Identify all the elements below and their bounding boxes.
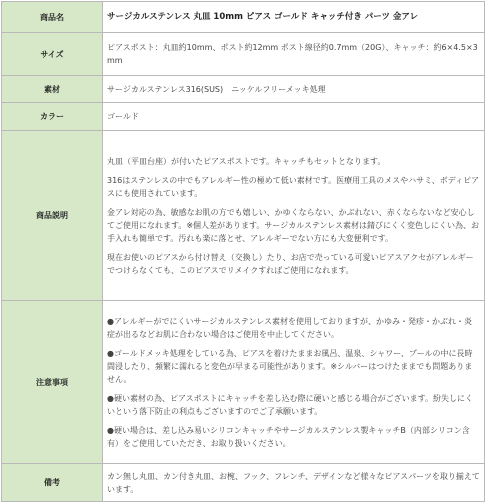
notes-paragraph: ●ゴールドメッキ処理をしている為、ピアスを着けたままお風呂、温泉、シャワー、プールの中に長時間浸したり、頻繁に濡れると変色が早まる可能性があります。※シルバーはつけたままでも問題ありません。 bbox=[107, 348, 473, 384]
product-spec-table bbox=[1, 1, 485, 502]
label-description: 商品説明 bbox=[2, 131, 103, 301]
label-color: カラー bbox=[2, 103, 103, 131]
row-description bbox=[2, 131, 485, 301]
value-size: ピアスポスト：丸皿約10mm、ポスト約12mm ポスト線径約0.7mm（20G）、キャッチ：約6×4.5×3mm bbox=[103, 33, 485, 76]
notes-paragraph: ●硬い場合は、差し込み易いシリコンキャッチやサージカルステンレス製キャッチB（内部シリコン含有）をご使用していただき、お取り扱いください。 bbox=[107, 425, 470, 448]
value-material: サージカルステンレス316(SUS) ニッケルフリーメッキ処理 bbox=[103, 76, 485, 103]
value-notes bbox=[103, 301, 485, 464]
row-notes bbox=[2, 301, 485, 464]
row-size bbox=[2, 33, 485, 76]
row-remarks bbox=[2, 464, 485, 502]
value-description bbox=[103, 131, 485, 301]
value-remarks: カン無し丸皿、カン付き丸皿、お椀、フック、フレンチ、デザインなど様々なピアスパーツを取り揃えています。 bbox=[103, 464, 485, 502]
description-paragraph: 316はステンレスの中でもアレルギー性の極めて低い素材です。医療用工具のメスやハサミ、ボディピアスにも使用されています。 bbox=[107, 175, 480, 198]
label-remarks: 備考 bbox=[2, 464, 103, 502]
row-color bbox=[2, 103, 485, 131]
label-material: 素材 bbox=[2, 76, 103, 103]
row-product-name bbox=[2, 2, 485, 33]
label-size: サイズ bbox=[2, 33, 103, 76]
label-notes: 注意事項 bbox=[2, 301, 103, 464]
value-product-name: サージカルステンレス 丸皿 10mm ピアス ゴールド キャッチ付き パーツ 金アレ bbox=[103, 2, 485, 33]
description-paragraph: 丸皿（平皿台座）が付いたピアスポストです。キャッチもセットとなります。 bbox=[107, 156, 386, 166]
description-paragraph: 現在お使いのピアスから付け替え（交換し）たり、お店で売っている可愛いピアスアクセがアレルギーでつけらなくても、このピアスでリメイクすればご使用になれます。 bbox=[107, 252, 474, 275]
description-paragraph: 金アレ対応の為、敏感なお肌の方でも嬉しい、かゆくならない、かぶれない、赤くならないなど安心してご使用になれます。※個人差があります。サージカルステンレス素材は錆びにくく変色しにくい為、お手入れも簡単です。汚れも楽に落とせ、アレルギーでない方にも大変便利です。 bbox=[107, 207, 480, 243]
notes-paragraph: ●硬い素材の為、ピアスポストにキャッチを差し込む際に硬いと感じる場合がございます。紛失しにくいという落下防止の利点もございますのでご了承願います。 bbox=[107, 393, 474, 416]
row-material bbox=[2, 76, 485, 103]
label-product-name: 商品名 bbox=[2, 2, 103, 33]
value-color: ゴールド bbox=[103, 103, 485, 131]
notes-paragraph: ●アレルギーがでにくいサージカルステンレス素材を使用しておりますが、かゆみ・発疹・かぶれ・炎症が出るなどお肌に合わない場合はご使用を中止してください。 bbox=[107, 316, 473, 339]
